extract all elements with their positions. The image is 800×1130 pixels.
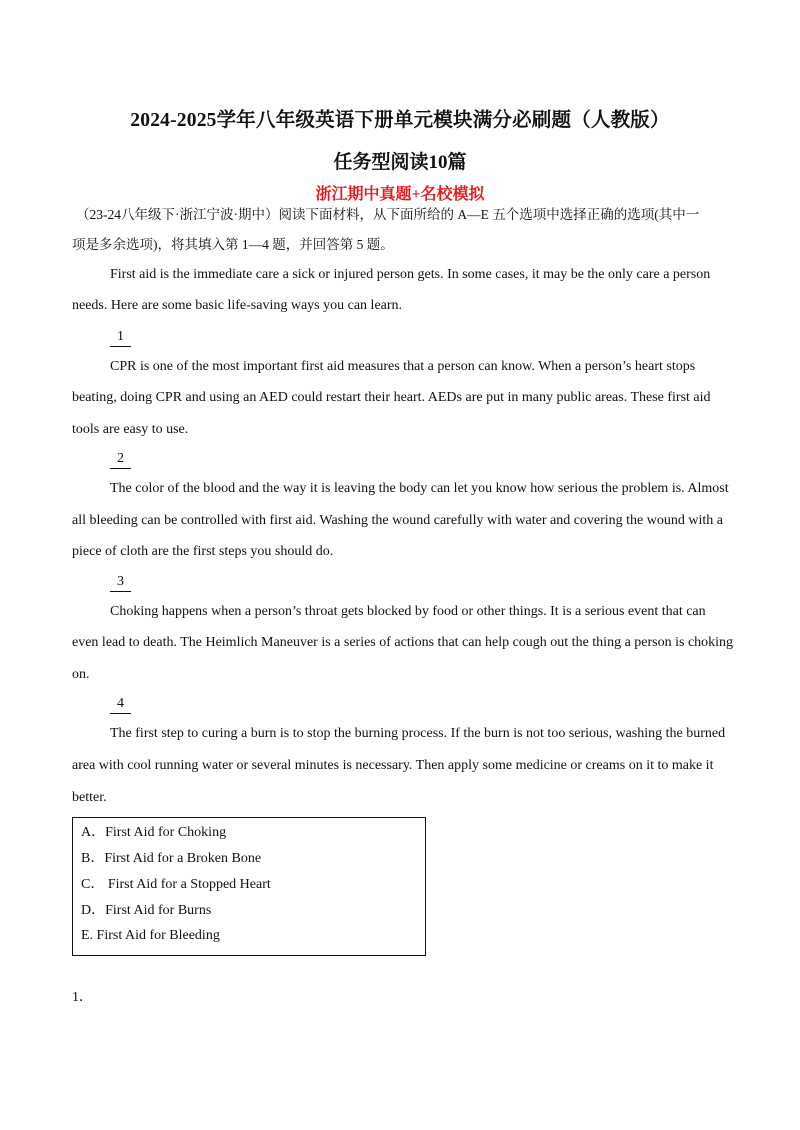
para2-line-1: The color of the blood and the way it is leaving the body can let you know how serious the problem is. Almost bbox=[110, 481, 729, 496]
options-box bbox=[72, 817, 426, 956]
blank-2: 2 bbox=[110, 450, 131, 469]
para3-line-2: even lead to death. The Heimlich Maneuver is a series of actions that can help cough out the thing a person is choking bbox=[72, 635, 734, 650]
para1-line-2: beating, doing CPR and using an AED could restart their heart. AEDs are put in many public areas. These first aid bbox=[72, 390, 711, 405]
intro-line-1: First aid is the immediate care a sick or injured person gets. In some cases, it may be the only care a person bbox=[110, 267, 711, 282]
para3-line-1: Choking happens when a person’s throat gets blocked by food or other things. It is a serious event that can bbox=[110, 604, 706, 619]
answer-1-label: 1． bbox=[72, 990, 93, 1005]
para1-line-3: tools are easy to use. bbox=[72, 422, 189, 437]
blank-4: 4 bbox=[110, 695, 131, 714]
option-d: D．First Aid for Burns bbox=[81, 903, 212, 918]
option-e: E. First Aid for Bleeding bbox=[81, 928, 220, 943]
page-subtitle: 任务型阅读10篇 bbox=[333, 152, 467, 173]
para4-line-3: better. bbox=[72, 790, 107, 805]
option-c: C． First Aid for a Stopped Heart bbox=[81, 877, 271, 892]
section-heading: 浙江期中真题+名校模拟 bbox=[315, 186, 485, 203]
option-b: B．First Aid for a Broken Bone bbox=[81, 851, 262, 866]
para2-line-2: all bleeding can be controlled with first aid. Washing the wound carefully with water and covering the wound with a bbox=[72, 513, 723, 528]
para2-line-3: piece of cloth are the first steps you should do. bbox=[72, 544, 334, 559]
para4-line-1: The first step to curing a burn is to stop the burning process. If the burn is not too serious, washing the burned bbox=[110, 726, 726, 741]
blank-3: 3 bbox=[110, 573, 131, 592]
intro-line-2: needs. Here are some basic life-saving ways you can learn. bbox=[72, 298, 403, 313]
instruction-line-1: （23-24八年级下·浙江宁波·期中）阅读下面材料，从下面所给的 A—E 五个选项中选择正确的选项(其中一 bbox=[76, 207, 700, 222]
para4-line-2: area with cool running water or several minutes is necessary. Then apply some medicine or creams on it to make it bbox=[72, 758, 714, 773]
instruction-line-2: 项是多余选项)，将其填入第 1—4 题，并回答第 5 题。 bbox=[72, 237, 394, 252]
para1-line-1: CPR is one of the most important first aid measures that a person can know. When a person’s heart stops bbox=[110, 359, 696, 374]
option-a: A．First Aid for Choking bbox=[81, 825, 227, 840]
blank-1: 1 bbox=[110, 328, 131, 347]
para3-line-3: on. bbox=[72, 667, 90, 682]
page-title: 2024-2025学年八年级英语下册单元模块满分必刷题（人教版） bbox=[130, 110, 670, 131]
